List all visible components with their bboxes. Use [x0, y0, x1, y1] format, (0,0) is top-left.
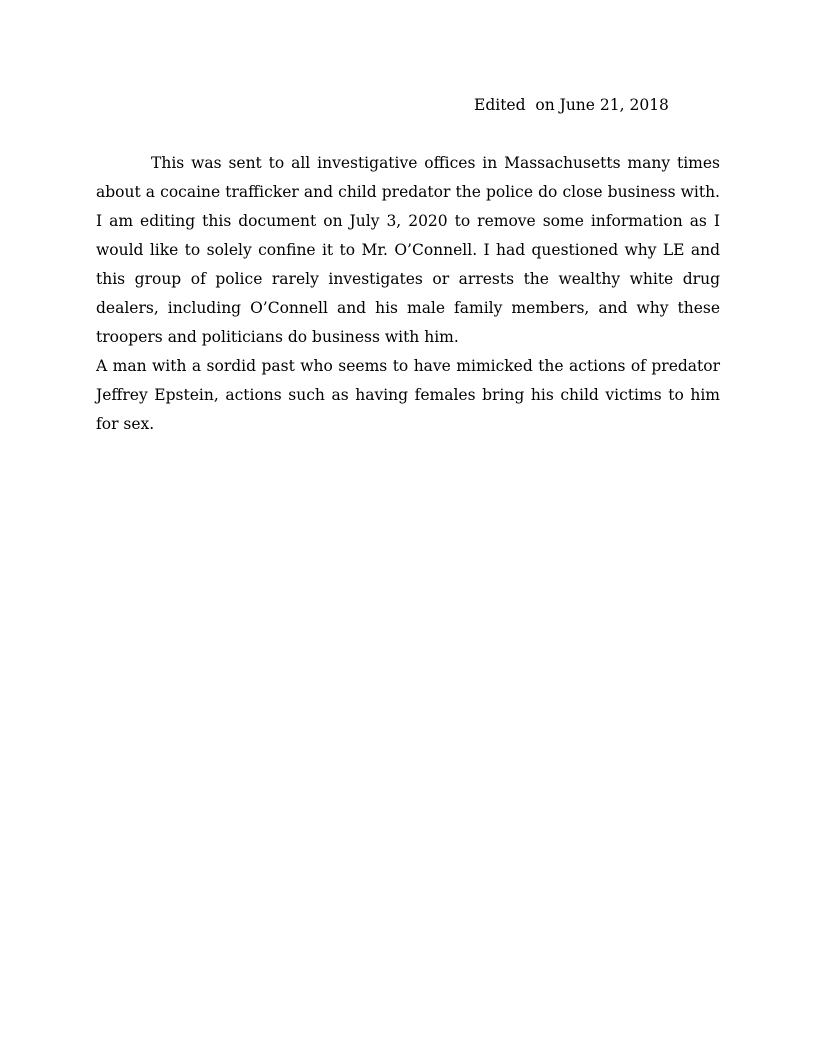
edited-date-line: Edited on June 21, 2018	[474, 96, 669, 114]
paragraph-2: A man with a sordid past who seems to have mimicked the actions of predator Jeffrey Epstein, actions such as having females bring his child victims to him for sex.	[96, 357, 720, 433]
paragraph-1: This was sent to all investigative offices in Massachusetts many times about a cocaine trafficker and child predator the police do close business with. I am editing this document on July 3, 2020 to remove some information as I would like to solely confine it to Mr. O’Connell. I had questioned why LE and this group of police rarely investigates or arrests the wealthy white drug dealers, including O’Connell and his male family members, and why these troopers and politicians do business with him.	[96, 154, 720, 346]
